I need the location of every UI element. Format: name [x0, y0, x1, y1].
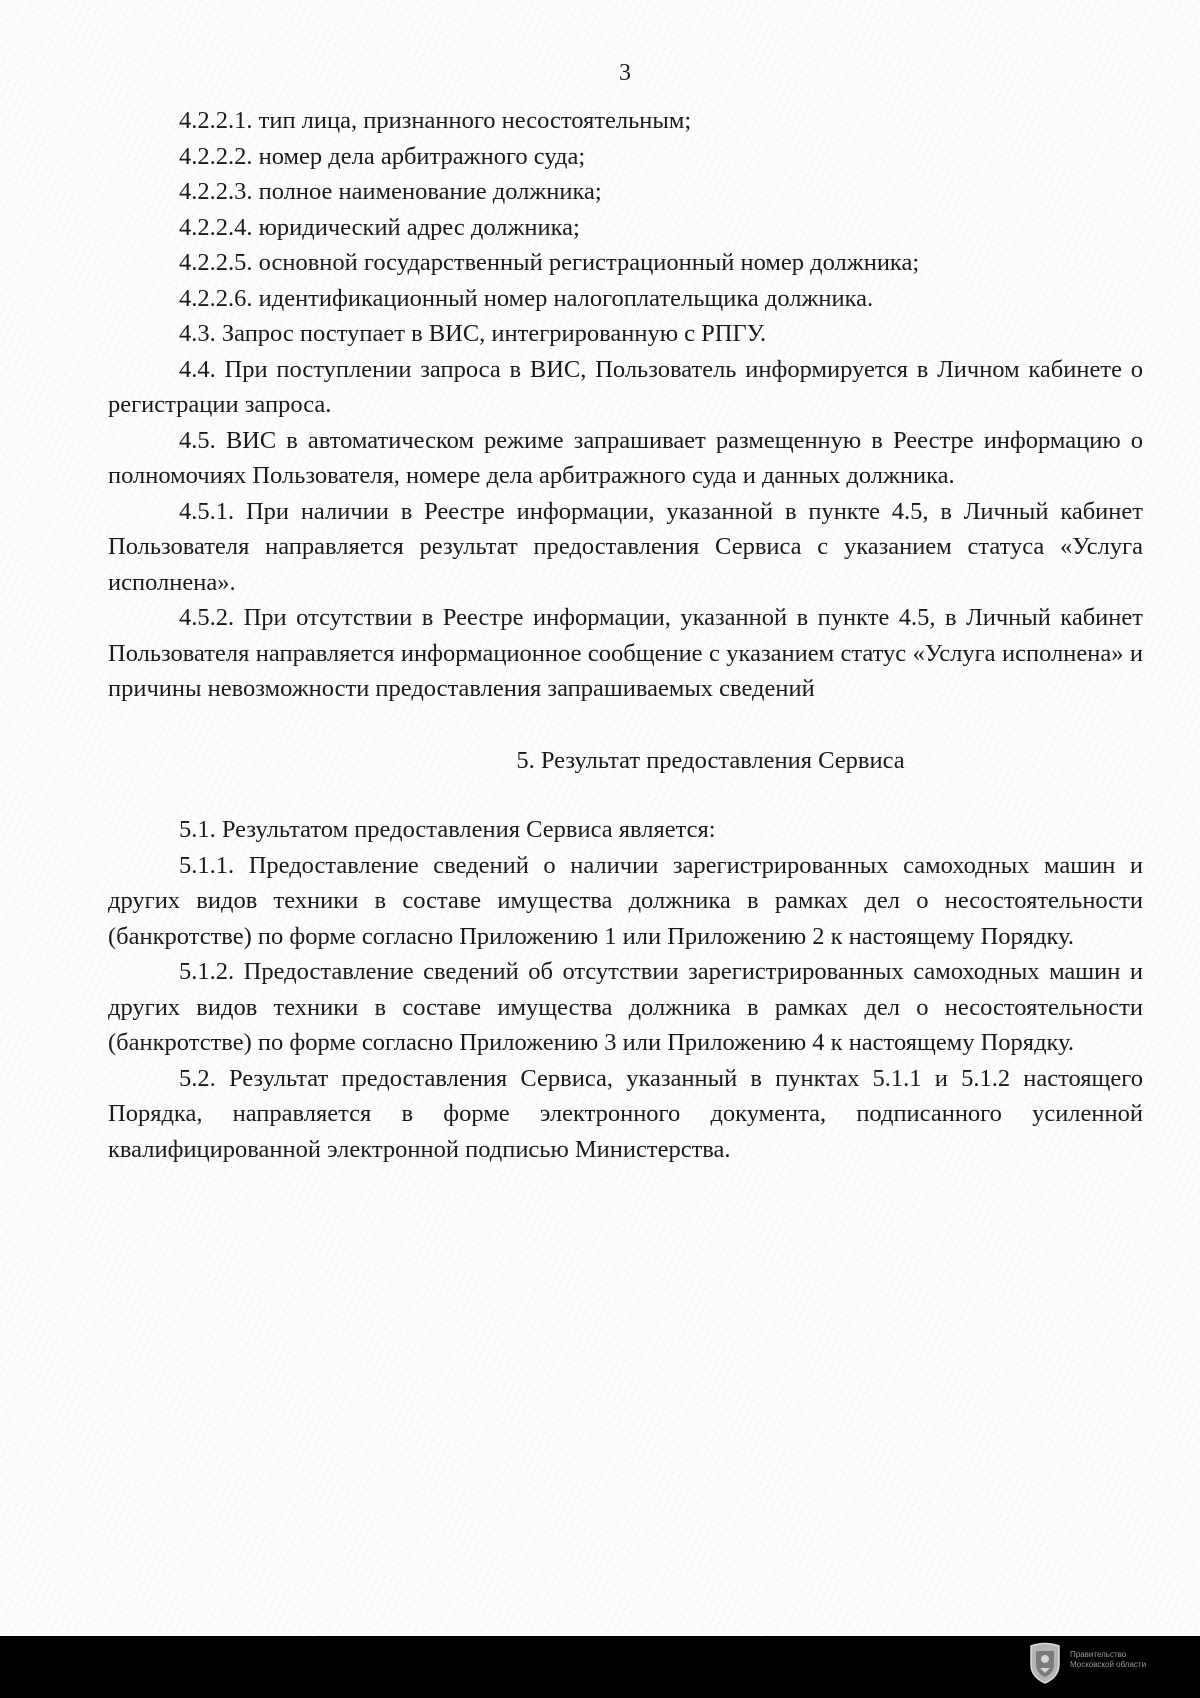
paragraph-4-3: 4.3. Запрос поступает в ВИС, интегрированную с РПГУ.: [179, 320, 767, 347]
paragraph-4-2-2-6: 4.2.2.6. идентификационный номер налогоплательщика должника.: [179, 284, 874, 312]
paragraph-4-5: 4.5. ВИС в автоматическом режиме запрашивает размещенную в Реестре информацию о полномочиях Пользователя, номере дела арбитражного суда и данных должника.: [108, 426, 1143, 489]
page-number: 3: [619, 60, 631, 86]
footer-caption-line2: Московской области: [1070, 1660, 1147, 1669]
paragraph-4-2-2-4: 4.2.2.4. юридический адрес должника;: [179, 213, 580, 241]
paragraph-4-4: 4.4. При поступлении запроса в ВИС, Пользователь информируется в Личном кабинете о регистрации запроса.: [108, 355, 1143, 418]
paragraph-4-2-2-3: 4.2.2.3. полное наименование должника;: [179, 178, 602, 205]
paragraph-4-2-2-5: 4.2.2.5. основной государственный регистрационный номер должника;: [179, 249, 920, 276]
section-5-heading: 5. Результат предоставления Сервиса: [516, 746, 905, 774]
footer-caption: [1070, 1650, 1170, 1670]
paragraph-5-1: 5.1. Результатом предоставления Сервиса является:: [179, 816, 716, 843]
paragraph-5-1-1: 5.1.1. Предоставление сведений о наличии зарегистрированных самоходных машин и других видов техники в составе имущества должника в рамках дел о несостоятельности (банкротстве) по форме согласно Приложению 1 или Приложению 2 к настоящему Порядку.: [108, 851, 1143, 950]
document-body: [108, 103, 1143, 1167]
paragraph-5-2: 5.2. Результат предоставления Сервиса, указанный в пунктах 5.1.1 и 5.1.2 настоящего Порядка, направляется в форме электронного документа, подписанного усиленной квалифицированной электронной подписью Министерства.: [108, 1064, 1143, 1163]
paragraph-5-1-2: 5.1.2. Предоставление сведений об отсутствии зарегистрированных самоходных машин и других видов техники в составе имущества должника в рамках дел о несостоятельности (банкротстве) по форме согласно Приложению 3 или Приложению 4 к настоящему Порядку.: [108, 958, 1143, 1056]
coat-of-arms-icon: [1028, 1642, 1062, 1684]
paragraph-4-2-2-2: 4.2.2.2. номер дела арбитражного суда;: [179, 142, 586, 170]
footer-caption-line1: Правительство: [1070, 1650, 1127, 1659]
paragraph-4-5-1: 4.5.1. При наличии в Реестре информации, указанной в пункте 4.5, в Личный кабинет Пользователя направляется результат предоставления Сервиса с указанием статуса «Услуга исполнена».: [108, 497, 1143, 596]
paragraph-4-2-2-1: 4.2.2.1. тип лица, признанного несостоятельным;: [179, 107, 692, 134]
paragraph-4-5-2: 4.5.2. При отсутствии в Реестре информации, указанной в пункте 4.5, в Личный кабинет Пользователя направляется информационное сообщение с указанием статус «Услуга исполнена» и причины невозможности предоставления запрашиваемых сведений: [108, 604, 1143, 702]
footer-bar: [0, 1636, 1200, 1698]
